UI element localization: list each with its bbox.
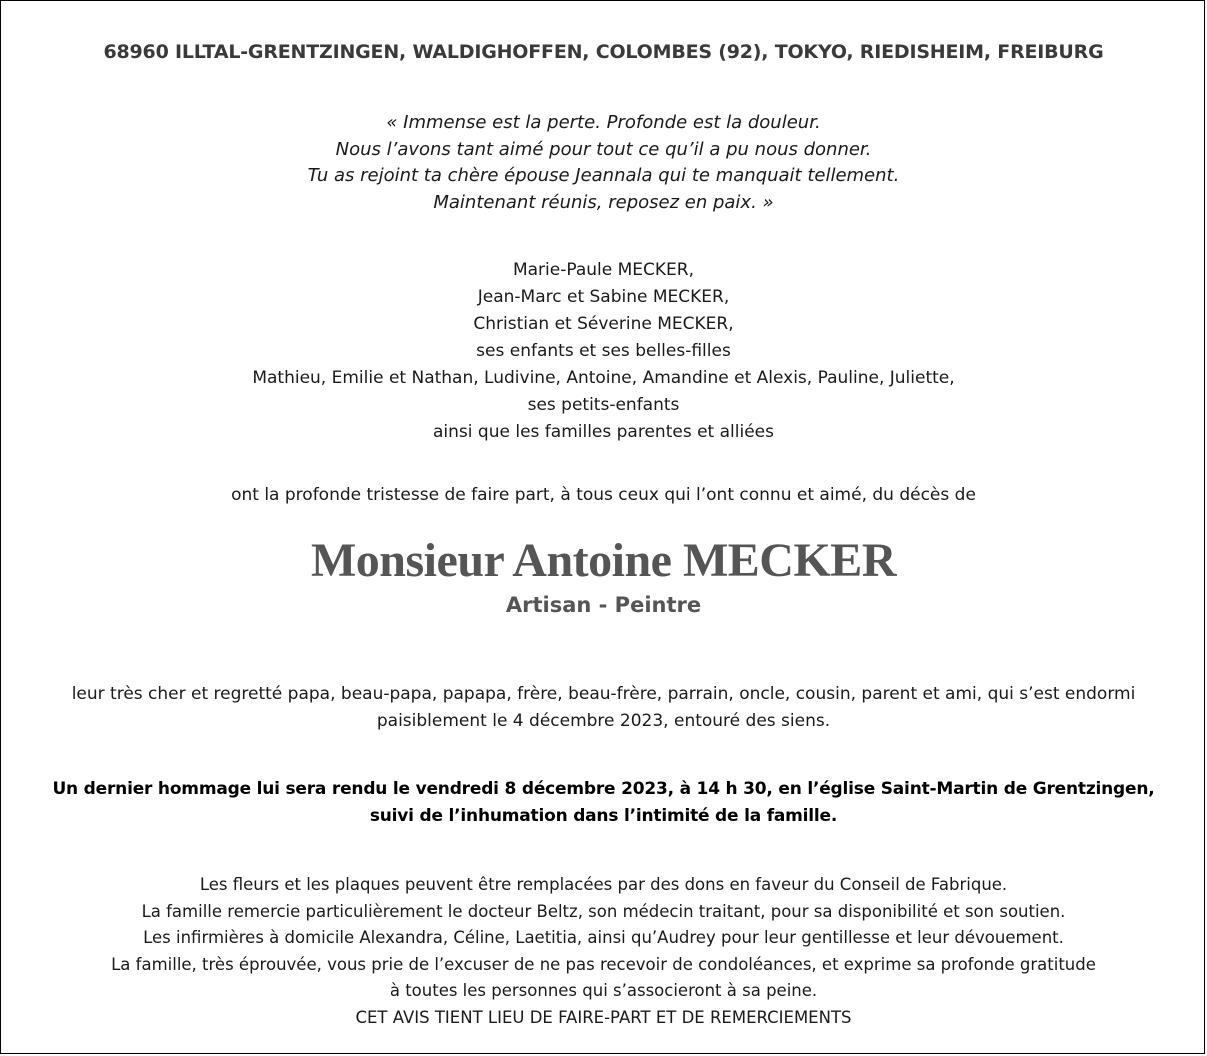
ceremony-line: Un dernier hommage lui sera rendu le vendredi 8 décembre 2023, à 14 h 30, en l’église Saint-Martin de Grentzingen, (52, 779, 1155, 799)
quote-line: Maintenant réunis, reposez en paix. » (433, 191, 774, 213)
ceremony-line: suivi de l’inhumation dans l’intimité de la famille. (369, 806, 838, 826)
deceased-description (0, 681, 1207, 735)
places-header: 68960 ILLTAL-GRENTZINGEN, WALDIGHOFFEN, COLOMBES (92), TOKYO, RIEDISHEIM, FREIBURG (103, 41, 1104, 63)
quote-line: Nous l’avons tant aimé pour tout ce qu’il a pu nous donner. (335, 138, 872, 160)
family-line: Jean-Marc et Sabine MECKER, (477, 287, 730, 307)
deceased-profession: Artisan - Peintre (505, 593, 702, 617)
ceremony-details (0, 776, 1207, 830)
family-line: Marie-Paule MECKER, (512, 260, 695, 280)
family-line: Christian et Séverine MECKER, (473, 314, 734, 334)
family-line: ainsi que les familles parentes et alliées (433, 422, 774, 442)
family-line: Mathieu, Emilie et Nathan, Ludivine, Antoine, Amandine et Alexis, Pauline, Juliette, (252, 368, 955, 388)
quote-line: « Immense est la perte. Profonde est la douleur. (386, 112, 821, 133)
notes-line: à toutes les personnes qui s’associeront à sa peine. (389, 981, 818, 1000)
description-line: paisiblement le 4 décembre 2023, entouré des siens. (376, 711, 831, 731)
notes-line: Les infirmières à domicile Alexandra, Céline, Laetitia, ainsi qu’Audrey pour leur gentillesse et leur dévouement. (143, 928, 1064, 947)
quote-line: Tu as rejoint ta chère épouse Jeannala qui te manquait tellement. (307, 165, 900, 186)
announcement-text: ont la profonde tristesse de faire part, à tous ceux qui l’ont connu et aimé, du décès de (231, 485, 976, 505)
notes-line: Les fleurs et les plaques peuvent être remplacées par des dons en faveur du Conseil de Fabrique. (199, 875, 1008, 894)
deceased-name: Monsieur Antoine MECKER (311, 534, 896, 587)
notes-line: La famille remercie particulièrement le docteur Beltz, son médecin traitant, pour sa disponibilité et son soutien. (141, 901, 1066, 921)
closing-notes (0, 872, 1207, 1031)
description-line: leur très cher et regretté papa, beau-papa, papapa, frère, beau-frère, parrain, oncle, cousin, parent et ami, qui s’est endormi (71, 684, 1136, 704)
epitaph-quote (0, 110, 1207, 216)
notes-line: CET AVIS TIENT LIEU DE FAIRE-PART ET DE REMERCIEMENTS (355, 1007, 852, 1027)
family-line: ses enfants et ses belles-filles (476, 341, 731, 361)
family-line: ses petits-enfants (527, 395, 680, 415)
family-list (0, 257, 1207, 446)
notes-line: La famille, très éprouvée, vous prie de l’excuser de ne pas recevoir de condoléances, et exprime sa profonde gratitude (111, 954, 1096, 974)
